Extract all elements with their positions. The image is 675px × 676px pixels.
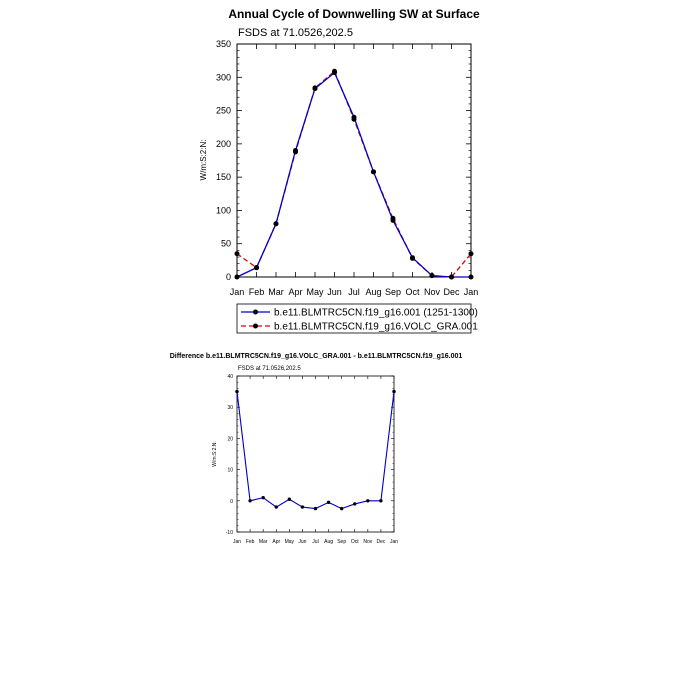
chart1-title: Annual Cycle of Downwelling SW at Surface — [228, 7, 480, 21]
x-tick-label: Nov — [423, 287, 441, 297]
legend-label-2: b.e11.BLMTRC5CN.f19_g16.VOLC_GRA.001 — [274, 321, 478, 333]
x-tick-label: Aug — [324, 539, 334, 545]
y-tick-label: 100 — [215, 205, 231, 216]
series-1-point — [261, 496, 264, 499]
x-tick-label: Jul — [348, 287, 360, 297]
series-line-1 — [237, 73, 471, 277]
chart1-legend — [237, 304, 478, 333]
y-tick-label: 10 — [227, 467, 233, 474]
series-2-point — [410, 256, 415, 261]
y-tick-label: 30 — [227, 405, 233, 412]
plot-frame — [237, 44, 471, 277]
x-tick-label: Mar — [258, 539, 268, 545]
series-1-point — [327, 501, 330, 504]
series-line-1 — [237, 392, 394, 509]
legend-marker-1 — [253, 310, 258, 315]
series-2-point — [449, 275, 454, 280]
series-2-point — [254, 265, 259, 270]
y-tick-label: 40 — [227, 374, 233, 380]
series-2-point — [469, 251, 474, 256]
series-2-point — [430, 273, 435, 278]
x-tick-label: Feb — [245, 539, 255, 545]
legend-label-1: b.e11.BLMTRC5CN.f19_g16.001 (1251-1300) — [274, 307, 478, 319]
series-2-point — [391, 216, 396, 221]
x-tick-label: Sep — [337, 539, 347, 545]
series-1-point — [275, 505, 278, 508]
legend-marker-2 — [253, 324, 258, 329]
series-1-point — [469, 275, 474, 280]
series-1-point — [235, 275, 240, 280]
y-tick-label: 0 — [230, 498, 233, 505]
y-tick-label: 50 — [220, 238, 231, 249]
x-tick-label: Nov — [363, 539, 373, 545]
series-2-point — [352, 117, 357, 122]
x-tick-label: Jun — [298, 539, 307, 545]
x-tick-label: Sep — [384, 287, 402, 297]
x-tick-label: Oct — [350, 539, 359, 545]
series-2-point — [274, 221, 279, 226]
series-line-2 — [237, 71, 471, 277]
x-tick-label: Apr — [272, 539, 281, 545]
y-tick-label: 150 — [215, 172, 231, 183]
series-1-point — [379, 499, 382, 502]
chart1-ylabel: W/m:S:2:N: — [199, 139, 208, 181]
y-tick-label: 300 — [215, 72, 231, 83]
series-2-point — [371, 169, 376, 174]
series-1-point — [301, 505, 304, 508]
series-1-point — [353, 502, 356, 505]
x-tick-label: Aug — [365, 287, 382, 297]
x-tick-label: Jan — [463, 287, 479, 297]
x-tick-label: Dec — [443, 287, 460, 297]
x-tick-label: Jul — [312, 539, 319, 545]
x-tick-label: May — [284, 539, 295, 545]
series-1-point — [366, 499, 369, 502]
x-tick-label: Jun — [327, 287, 342, 297]
x-tick-label: Dec — [376, 539, 386, 545]
chart1-subtitle: FSDS at 71.0526,202.5 — [238, 27, 353, 39]
x-tick-label: Apr — [288, 287, 303, 297]
series-1-point — [248, 499, 251, 502]
x-tick-label: May — [306, 287, 324, 297]
x-tick-label: Jan — [389, 539, 399, 545]
x-tick-label: Mar — [268, 287, 284, 297]
chart2-title: Difference b.e11.BLMTRC5CN.f19_g16.VOLC_GRA.001 - b.e11.BLMTRC5CN.f19_g16.001 — [169, 353, 463, 360]
y-tick-label: 250 — [215, 105, 231, 116]
series-1-point — [314, 507, 317, 510]
series-2-point — [332, 69, 337, 74]
series-2-point — [293, 149, 298, 154]
chart2-subtitle: FSDS at 71.0526,202.5 — [238, 366, 301, 372]
chart2-plot — [226, 374, 398, 545]
x-tick-label: Oct — [405, 287, 420, 297]
x-tick-label: Jan — [229, 287, 245, 297]
chart2-ylabel: W/m:S:2:N: — [212, 441, 218, 467]
series-1-point — [288, 498, 291, 501]
y-tick-label: -10 — [225, 530, 233, 536]
series-1-point — [392, 390, 395, 393]
chart1-plot — [216, 39, 478, 297]
x-tick-label: Jan — [232, 539, 242, 545]
series-2-point — [313, 85, 318, 90]
y-tick-label: 200 — [215, 138, 231, 149]
x-tick-label: Feb — [248, 287, 265, 297]
y-tick-label: 20 — [227, 436, 233, 443]
y-tick-label: 350 — [215, 39, 231, 49]
series-1-point — [235, 390, 238, 393]
y-tick-label: 0 — [225, 272, 231, 282]
series-2-point — [235, 251, 240, 256]
series-1-point — [340, 507, 343, 510]
